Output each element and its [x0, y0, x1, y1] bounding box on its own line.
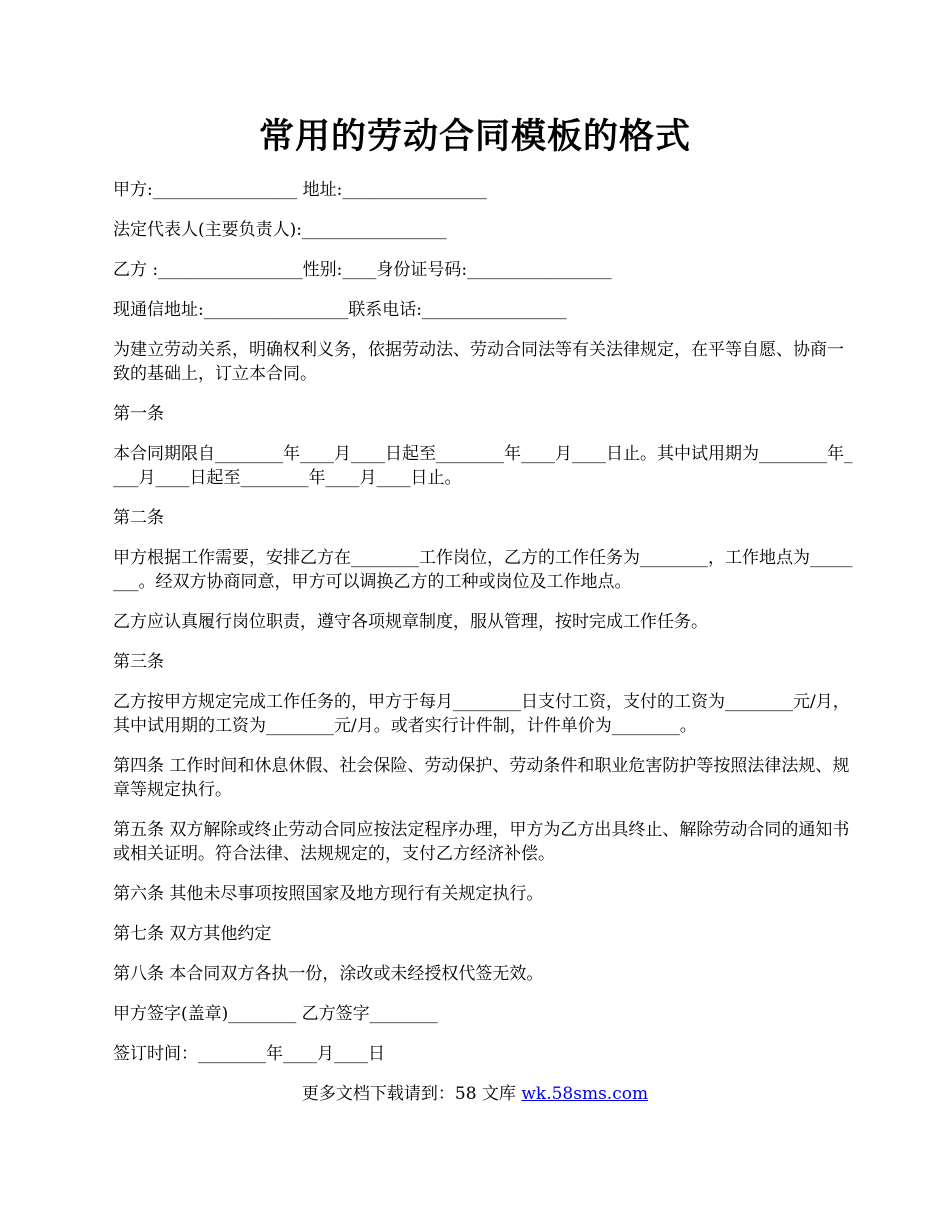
footer-link[interactable]: wk.58sms.com	[521, 1084, 649, 1104]
article-3-text: 乙方按甲方规定完成工作任务的，甲方于每月________日支付工资，支付的工资为________元/月，其中试用期的工资为________元/月。或者实行计件制，计件单价为________。	[113, 692, 850, 736]
legal-representative-line: 法定代表人(主要负责人):_________________	[113, 220, 447, 240]
party-a-line: 甲方:_________________ 地址:_________________	[113, 180, 487, 200]
signature-line: 甲方签字(盖章)________ 乙方签字________	[113, 1004, 438, 1024]
signing-date-line: 签订时间：________年____月____日	[113, 1044, 385, 1064]
article-4-text: 第四条 工作时间和休息休假、社会保险、劳动保护、劳动条件和职业危害防护等按照法律法规、规章等规定执行。	[113, 756, 850, 800]
article-7-text: 第七条 双方其他约定	[113, 924, 272, 944]
article-6-text: 第六条 其他未尽事项按照国家及地方现行有关规定执行。	[113, 884, 544, 904]
footer-text: 更多文档下载请到：58 文库	[301, 1084, 522, 1104]
article-2-heading: 第二条	[113, 508, 164, 528]
preamble-paragraph: 为建立劳动关系，明确权利义务，依据劳动法、劳动合同法等有关法律规定，在平等自愿、协商一致的基础上，订立本合同。	[113, 340, 844, 384]
article-5-text: 第五条 双方解除或终止劳动合同应按法定程序办理，甲方为乙方出具终止、解除劳动合同的通知书或相关证明。符合法律、法规规定的，支付乙方经济补偿。	[113, 820, 850, 864]
document-title: 常用的劳动合同模板的格式	[258, 116, 691, 157]
article-2-text: 甲方根据工作需要，安排乙方在________工作岗位，乙方的工作任务为________，工作地点为________。经双方协商同意，甲方可以调换乙方的工种或岗位及工作地点。	[113, 548, 853, 592]
document-body	[113, 178, 853, 1082]
download-footer	[0, 1082, 950, 1106]
party-b-line: 乙方 :_________________性别:____身份证号码:_________________	[113, 260, 612, 280]
article-1-heading: 第一条	[113, 404, 164, 424]
article-2-duties: 乙方应认真履行岗位职责，遵守各项规章制度，服从管理，按时完成工作任务。	[113, 612, 708, 632]
article-1-text: 本合同期限自________年____月____日起至________年____月____日止。其中试用期为________年____月____日起至________年____月____日止。	[113, 444, 853, 488]
contact-address-line: 现通信地址:_________________联系电话:_________________	[113, 300, 567, 320]
article-8-text: 第八条 本合同双方各执一份，涂改或未经授权代签无效。	[113, 964, 544, 984]
article-3-heading: 第三条	[113, 652, 164, 672]
